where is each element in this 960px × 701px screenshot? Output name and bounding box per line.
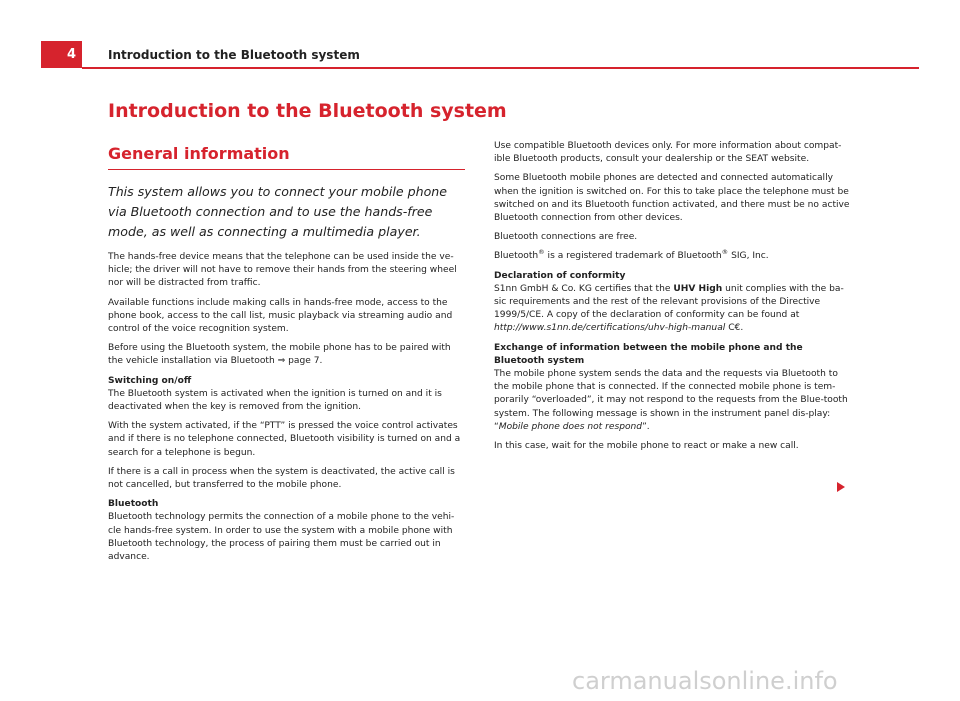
registered-mark: ® (538, 248, 545, 257)
paragraph: The hands-free device means that the telephone can be used inside the ve-hicle; the driver will not have to remove their hands from the steering wheel nor will be distracted from traffic. (108, 252, 457, 289)
page-number-tab (41, 41, 82, 68)
section-title: General information (108, 144, 465, 170)
display-message: Mobile phone does not respond (498, 421, 643, 432)
page-number: 4 (66, 47, 76, 62)
paragraph: Use compatible Bluetooth devices only. For more information about compat-ible Bluetooth products, consult your dealership or the SEAT website. (494, 141, 842, 165)
paragraph: Bluetooth technology permits the connection of a mobile phone to the vehi-cle hands-free system. In order to use the system with a mobile phone with Bluetooth technology, the process of pairing them must be carried out in advance. (108, 512, 455, 563)
text: is a registered trademark of Bluetooth (544, 251, 722, 262)
paragraph: Bluetooth connections are free. (494, 232, 638, 243)
text: ”. (642, 421, 650, 432)
paragraph: With the system activated, if the “PTT” is pressed the voice control activates and if there is no telephone connected, Bluetooth visibility is turned on and a search for a telephone is begun. (108, 421, 461, 458)
text: unit complies with the ba-sic requirements and the rest of the relevant provisions of the Directive 1999/5/CE. A copy of the declaration of conformity can be found at (494, 283, 844, 321)
trademark-paragraph (494, 250, 854, 263)
paragraph: Before using the Bluetooth system, the mobile phone has to be paired with the vehicle installation via Bluetooth ⇒ page 7. (108, 343, 451, 367)
left-column (108, 144, 465, 570)
right-column (494, 140, 854, 459)
subheading-declaration: Declaration of conformity (494, 270, 626, 281)
text: The mobile phone system sends the data and the requests via Bluetooth to the mobile phone that is connected. If the connected mobile phone is tem-porarily “overloaded”, it may not respond to the requests from the Blue-tooth system. The following message is shown in the instrument panel dis-play: “ (494, 369, 848, 432)
text: S1nn GmbH & Co. KG certifies that the (494, 283, 674, 294)
declaration-url: http://www.s1nn.de/certifications/uhv-high-manual (494, 323, 726, 334)
ce-mark: C€. (725, 323, 744, 334)
paragraph: The Bluetooth system is activated when the ignition is turned on and it is deactivated when the key is removed from the ignition. (108, 388, 442, 413)
continue-arrow-icon (837, 482, 845, 492)
declaration-paragraph (494, 283, 854, 336)
text: SIG, Inc. (728, 251, 769, 262)
paragraph: In this case, wait for the mobile phone to react or make a new call. (494, 441, 799, 452)
text: Bluetooth (494, 251, 539, 262)
subheading-bluetooth: Bluetooth (108, 499, 159, 510)
page-title: Introduction to the Bluetooth system (108, 100, 507, 122)
watermark: carmanualsonline.info (572, 667, 838, 695)
subheading-exchange: Exchange of information between the mobile phone and the Bluetooth system (494, 342, 803, 366)
running-header-title: Introduction to the Bluetooth system (108, 48, 360, 62)
paragraph: If there is a call in process when the system is deactivated, the active call is not cancelled, but transferred to the mobile phone. (108, 466, 455, 491)
registered-mark: ® (721, 248, 729, 257)
paragraph: Available functions include making calls in hands-free mode, access to the phone book, access to the call list, music playback via streaming audio and control of the voice recognition system. (108, 297, 453, 335)
exchange-paragraph (494, 368, 854, 434)
paragraph: Some Bluetooth mobile phones are detected and connected automatically when the ignition is switched on. For this to take place the telephone must be switched on and its Bluetooth function activated, and there must be no active Bluetooth connection from other devices. (494, 173, 850, 224)
header-rule (82, 67, 919, 69)
subheading-switching: Switching on/off (108, 375, 192, 386)
unit-name: UHV High (673, 283, 723, 294)
intro-paragraph: This system allows you to connect your mobile phone via Bluetooth connection and to use the hands-free mode, as well as connecting a multimedia player. (108, 184, 447, 239)
